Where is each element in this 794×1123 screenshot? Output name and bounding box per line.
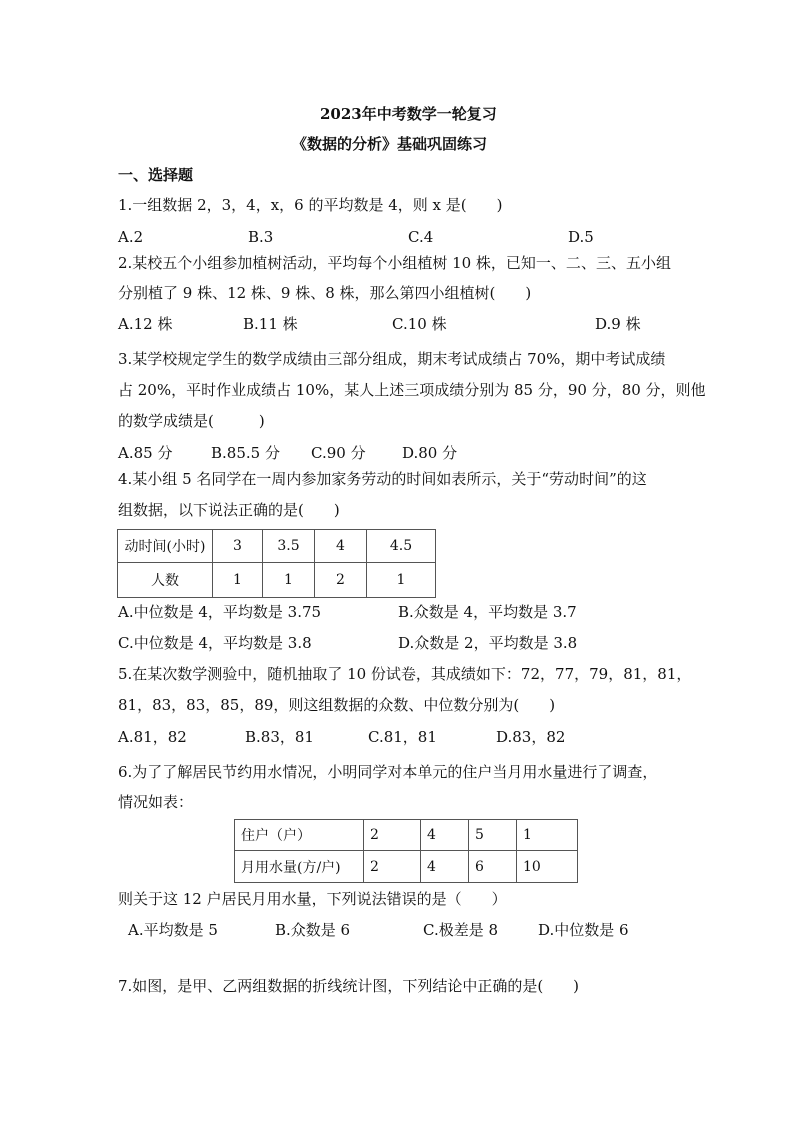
table-cell: 5 (469, 820, 517, 851)
question-4-option-d: D.众数是 2，平均数是 3.8 (398, 634, 578, 652)
question-6-stem-line-1: 6.为了了解居民节约用水情况，小明同学对本单元的住户当月用水量进行了调查， (118, 763, 658, 781)
table-cell: 10 (517, 851, 578, 883)
table-cell: 2 (315, 563, 367, 598)
table-cell: 6 (469, 851, 517, 883)
question-4-option-a: A.中位数是 4，平均数是 3.75 (118, 603, 322, 621)
question-1-option-d: D.5 (568, 228, 594, 246)
question-2-option-c: C.10 株 (392, 315, 447, 333)
question-6-table (234, 819, 578, 883)
question-3-option-b: B.85.5 分 (211, 444, 280, 462)
question-5-option-d: D.83，82 (496, 728, 566, 746)
question-5-stem-line-1: 5.在某次数学测验中，随机抽取了 10 份试卷，其成绩如下：72，77，79，81，81， (118, 665, 692, 683)
question-2-option-b: B.11 株 (243, 315, 298, 333)
question-6-option-b: B.众数是 6 (275, 921, 351, 939)
question-7-stem: 7.如图，是甲、乙两组数据的折线统计图，下列结论中正确的是( ) (118, 977, 580, 995)
section-heading: 一、选择题 (118, 166, 194, 184)
table-cell: 住户（户） (235, 820, 364, 851)
question-5-option-c: C.81，81 (368, 728, 437, 746)
table-cell: 1 (367, 563, 436, 598)
page-subtitle: 《数据的分析》基础巩固练习 (292, 135, 488, 153)
table-cell: 月用水量(方/户) (235, 851, 364, 883)
question-4-stem-line-2: 组数据，以下说法正确的是( ) (118, 501, 340, 519)
table-cell: 1 (517, 820, 578, 851)
question-6-option-d: D.中位数是 6 (538, 921, 629, 939)
question-3-option-c: C.90 分 (311, 444, 366, 462)
question-6-stem-line-2: 情况如表： (118, 793, 194, 811)
table-cell: 人数 (118, 563, 213, 598)
question-5-option-b: B.83，81 (245, 728, 314, 746)
table-cell: 1 (213, 563, 263, 598)
question-1-option-c: C.4 (408, 228, 434, 246)
question-3-option-d: D.80 分 (402, 444, 458, 462)
table-cell: 2 (364, 851, 421, 883)
question-1-option-a: A.2 (118, 228, 144, 246)
page-title: 2023年中考数学一轮复习 (320, 105, 497, 123)
question-2-stem-line-1: 2.某校五个小组参加植树活动，平均每个小组植树 10 株，已知一、二、三、五小组 (118, 254, 671, 272)
question-3-stem-line-3: 的数学成绩是( ) (118, 412, 265, 430)
table-cell: 1 (263, 563, 315, 598)
table-cell: 4 (315, 530, 367, 563)
question-6-option-a: A.平均数是 5 (128, 921, 218, 939)
question-4-option-b: B.众数是 4，平均数是 3.7 (398, 603, 577, 621)
question-6-question: 则关于这 12 户居民月用水量，下列说法错误的是（ ） (118, 890, 507, 908)
table-cell: 3 (213, 530, 263, 563)
question-6-option-c: C.极差是 8 (423, 921, 499, 939)
question-2-option-d: D.9 株 (595, 315, 641, 333)
question-5-stem-line-2: 81，83，83，85，89，则这组数据的众数、中位数分别为( ) (118, 696, 556, 714)
table-cell: 4 (421, 820, 469, 851)
question-4-stem-line-1: 4.某小组 5 名同学在一周内参加家务劳动的时间如表所示，关于“劳动时间”的这 (118, 470, 647, 488)
table-cell: 4 (421, 851, 469, 883)
question-2-option-a: A.12 株 (118, 315, 173, 333)
question-2-stem-line-2: 分别植了 9 株、12 株、9 株、8 株，那么第四小组植树( ) (118, 284, 532, 302)
question-1-option-b: B.3 (248, 228, 274, 246)
table-cell: 4.5 (367, 530, 436, 563)
table-cell: 3.5 (263, 530, 315, 563)
question-3-stem-line-1: 3.某学校规定学生的数学成绩由三部分组成，期末考试成绩占 70%，期中考试成绩 (118, 350, 666, 368)
table-cell: 2 (364, 820, 421, 851)
question-4-option-c: C.中位数是 4，平均数是 3.8 (118, 634, 312, 652)
question-4-table (117, 529, 436, 598)
question-5-option-a: A.81，82 (118, 728, 187, 746)
question-3-option-a: A.85 分 (118, 444, 173, 462)
table-cell: 动时间(小时) (118, 530, 213, 563)
question-1-stem: 1.一组数据 2，3，4，x，6 的平均数是 4，则 x 是( ) (118, 196, 503, 214)
question-3-stem-line-2: 占 20%，平时作业成绩占 10%，某人上述三项成绩分别为 85 分，90 分，80 分，则他 (118, 381, 706, 399)
